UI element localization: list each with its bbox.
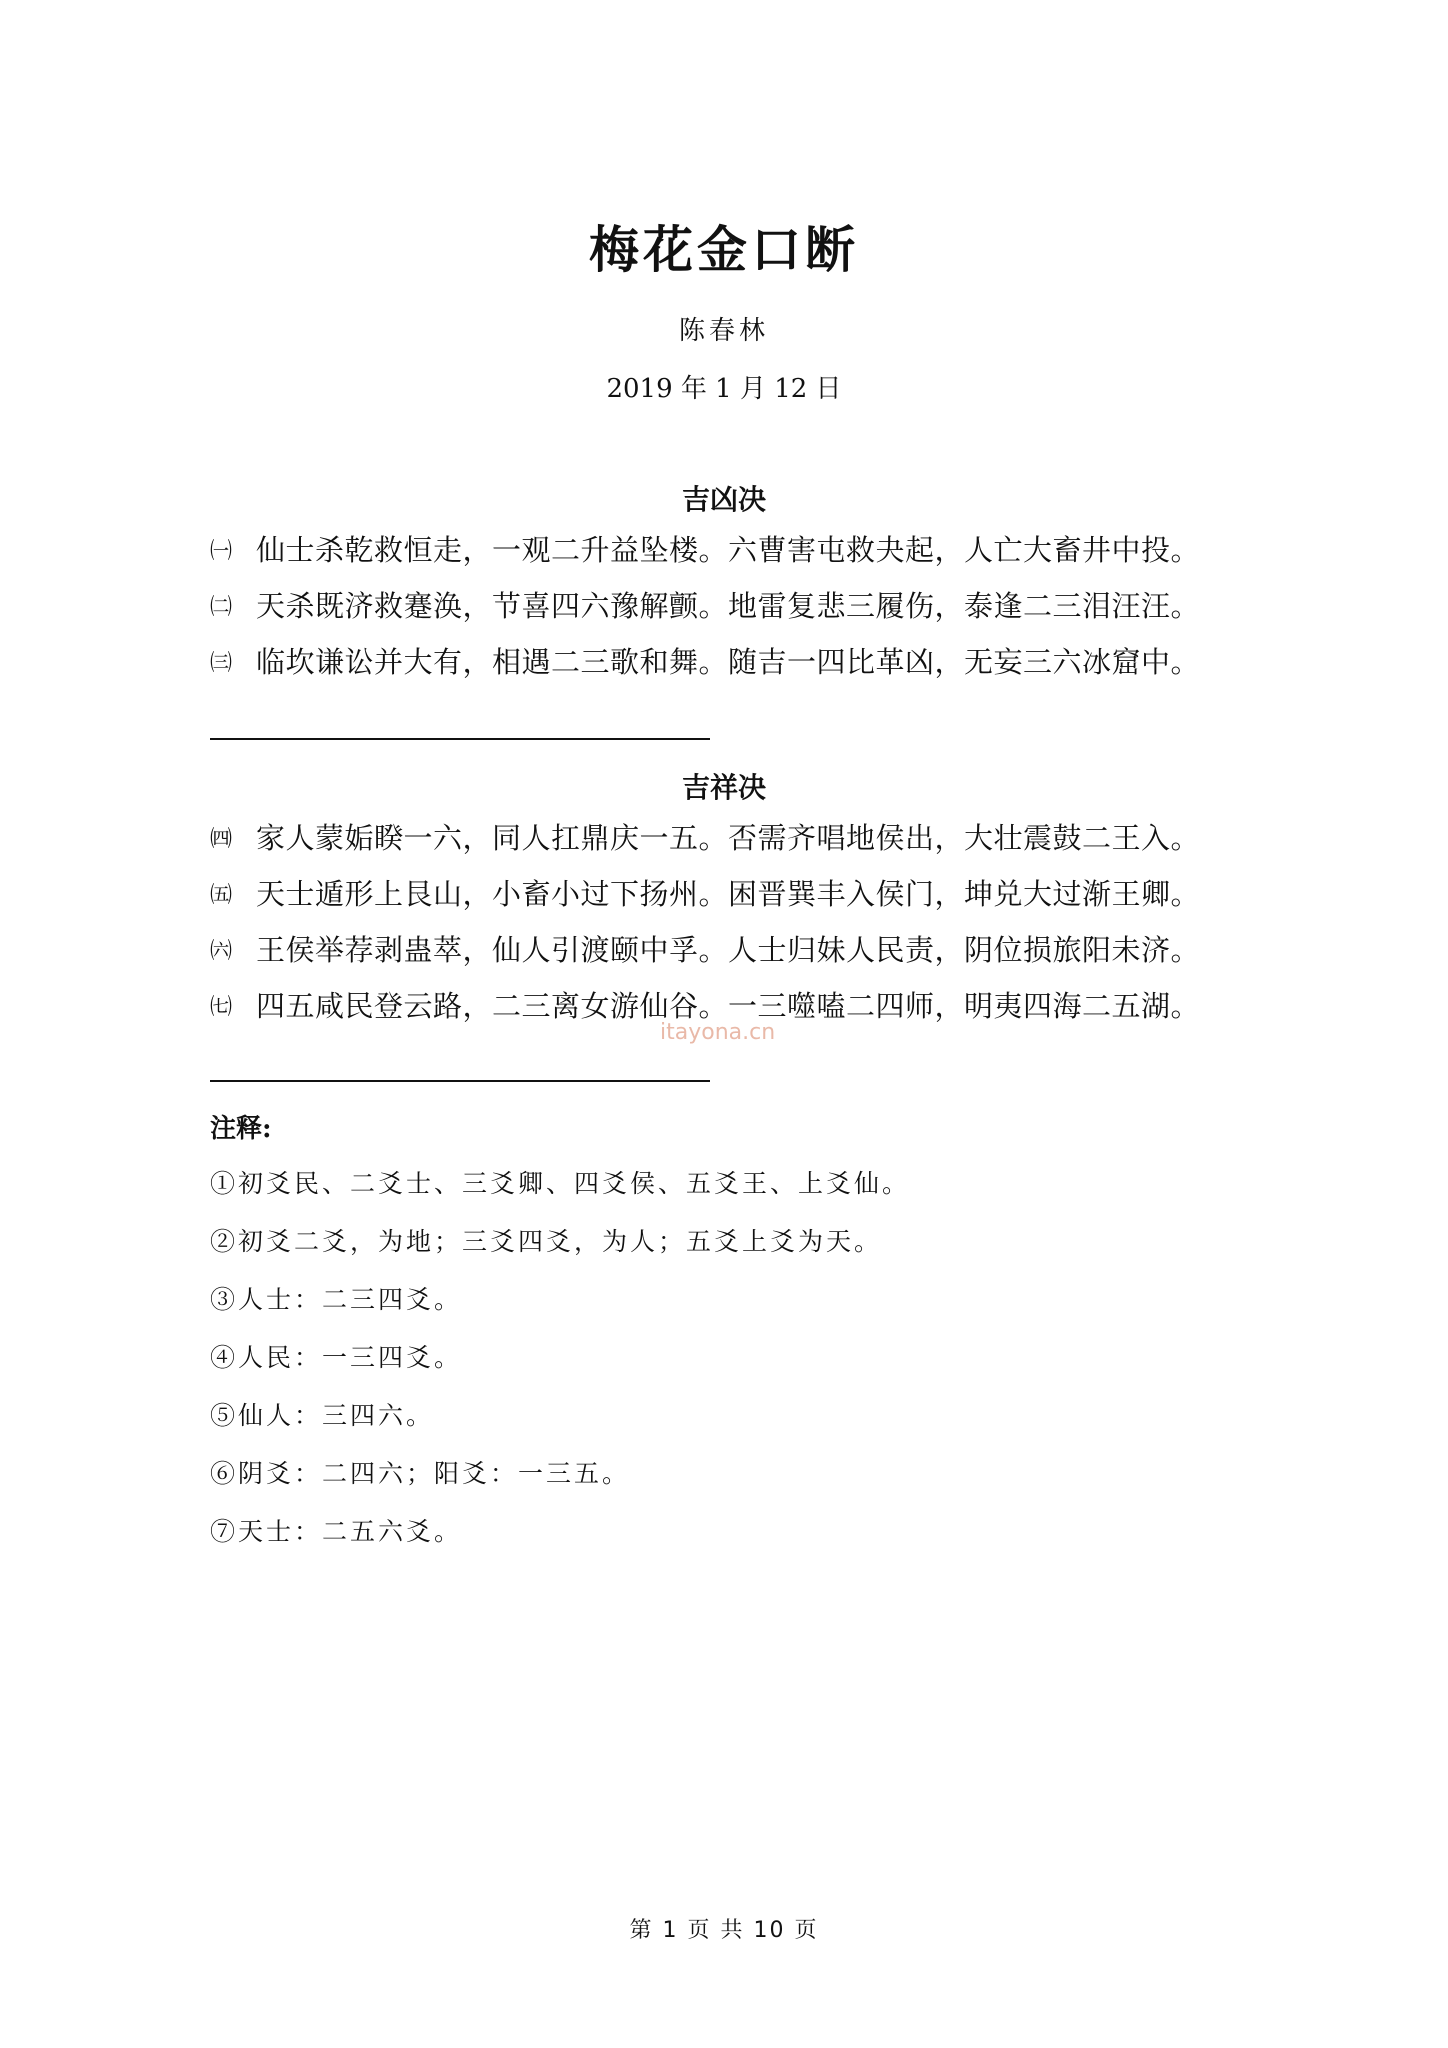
notes-heading: 注释:	[210, 1114, 272, 1144]
note-item: ⑦天士：二五六爻。	[210, 1517, 463, 1546]
section-heading-jixiang: 吉祥决	[681, 771, 766, 804]
document-title: 梅花金口断	[589, 220, 859, 279]
verse-text: 临坎谦讼并大有，相遇二三歌和舞。随吉一四比革凶，无妄三六冰窟中。	[256, 645, 1201, 679]
section-divider	[210, 738, 710, 740]
verse-text: 王侯举荐剥蛊萃，仙人引渡颐中孚。人士归妹人民责，阴位损旅阳未济。	[256, 933, 1201, 967]
page-footer: 第 1 页 共 10 页	[629, 1918, 819, 1943]
verse-line	[210, 642, 1260, 684]
section-divider	[210, 1080, 710, 1082]
note-item: ①初爻民、二爻士、三爻卿、四爻侯、五爻王、上爻仙。	[210, 1169, 911, 1198]
verse-number: ㈣	[210, 827, 233, 852]
verse-number: ㈦	[210, 995, 233, 1020]
verse-text: 仙士杀乾救恒走，一观二升益坠楼。六曹害屯救夬起，人亡大畜井中投。	[256, 533, 1201, 567]
note-item: ④人民：一三四爻。	[210, 1343, 463, 1372]
verse-line	[210, 930, 1260, 972]
author-name: 陈春林	[678, 316, 769, 346]
verse-line	[210, 530, 1260, 572]
verse-line	[210, 874, 1260, 916]
note-item: ③人士：二三四爻。	[210, 1285, 463, 1314]
verse-text: 天杀既济救蹇涣，节喜四六豫解颤。地雷复悲三履伤，泰逢二三泪汪汪。	[256, 589, 1201, 623]
section-heading-jixiong: 吉凶决	[681, 483, 766, 516]
verse-text: 天士遁形上艮山，小畜小过下扬州。困晋巽丰入侯门，坤兑大过渐王卿。	[256, 877, 1201, 911]
verse-number: ㈤	[210, 883, 233, 908]
note-item: ②初爻二爻，为地；三爻四爻，为人；五爻上爻为天。	[210, 1227, 883, 1256]
verse-number: ㈠	[210, 539, 233, 564]
verse-text: 家人蒙姤睽一六，同人扛鼎庆一五。否需齐唱地侯出，大壮震鼓二王入。	[256, 821, 1201, 855]
verse-line	[210, 818, 1260, 860]
verse-number: ㈢	[210, 651, 233, 676]
verse-number: ㈥	[210, 939, 233, 964]
note-item: ⑤仙人：三四六。	[210, 1401, 435, 1430]
verse-line	[210, 586, 1260, 628]
verse-number: ㈡	[210, 595, 233, 620]
verse-text: 四五咸民登云路，二三离女游仙谷。一三噬嗑二四师，明夷四海二五湖。	[256, 989, 1201, 1023]
note-item: ⑥阴爻：二四六；阳爻：一三五。	[210, 1459, 631, 1488]
watermark: itayona.cn	[660, 1020, 776, 1045]
document-date: 2019 年 1 月 12 日	[606, 374, 842, 404]
